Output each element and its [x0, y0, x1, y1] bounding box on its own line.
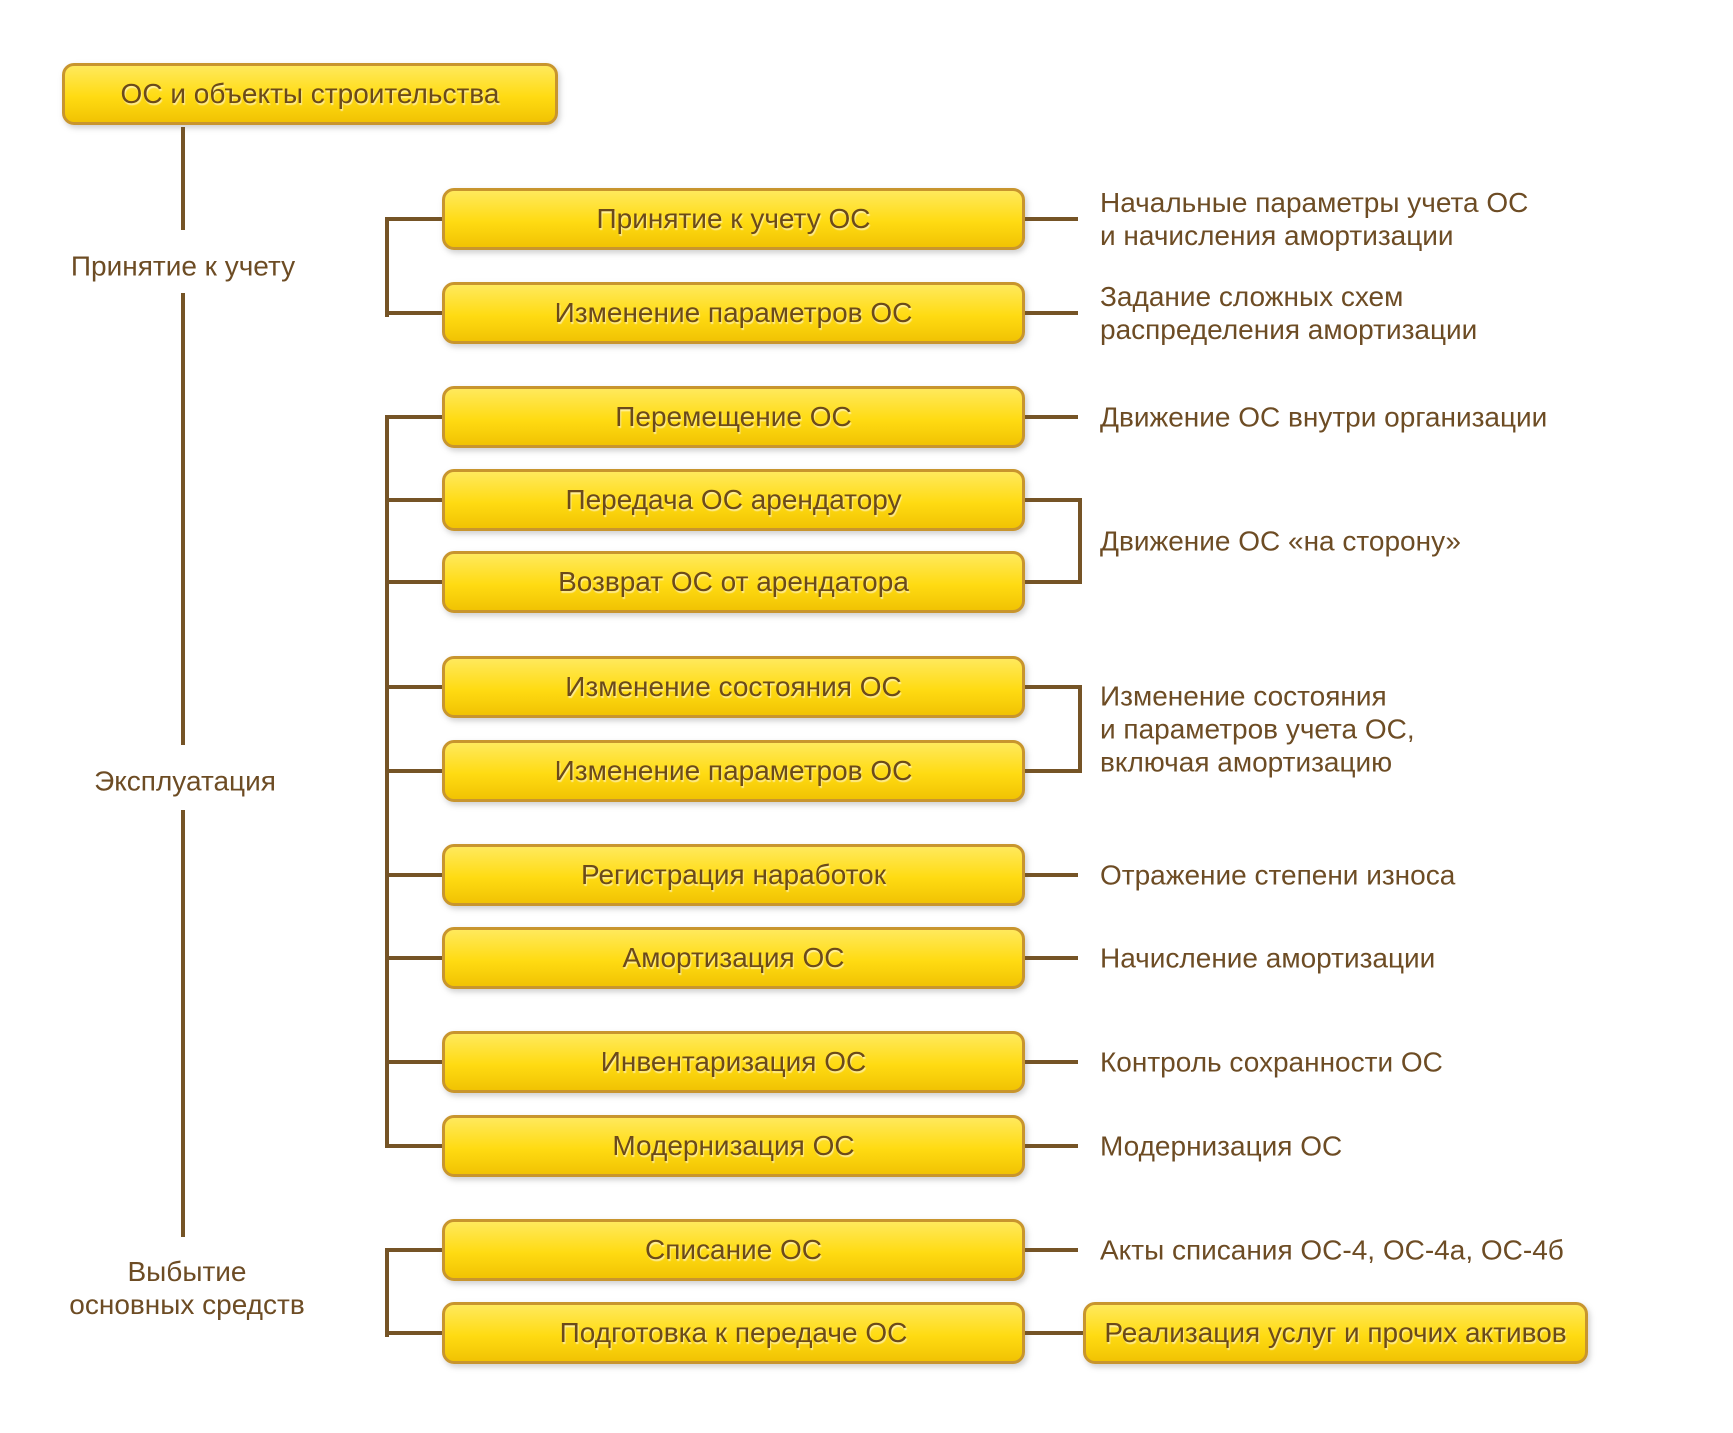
root-node-os-and-construction-objects [62, 63, 558, 125]
node-os-state-change: Изменение состояния ОС [442, 656, 1025, 718]
node-os-transfer-prep: Подготовка к передаче ОС [442, 1302, 1025, 1364]
node-os-transfer-to-lessee: Передача ОС арендатору [442, 469, 1025, 531]
stage-label-disposal: Выбытие основных средств [69, 1256, 305, 1320]
node-os-return-from-lessee: Возврат ОС от арендатора [442, 551, 1025, 613]
connector-stub [385, 580, 442, 584]
connector-stub [385, 1248, 442, 1252]
trunk-line-segment [181, 127, 185, 230]
connector-stub [1025, 415, 1078, 419]
node-os-params-change-2: Изменение параметров ОС [442, 740, 1025, 802]
annotation-wear-degree: Отражение степени износа [1100, 859, 1456, 891]
connector-stub [385, 1060, 442, 1064]
connector-stub [1025, 1060, 1078, 1064]
connector-stub [1025, 873, 1078, 877]
annotation-complex-schemes: Задание сложных схем распределения амортизации [1100, 281, 1478, 345]
connector-stub [1025, 580, 1078, 584]
annotation-external-movement: Движение ОС «на сторону» [1100, 525, 1461, 557]
stage-label-acceptance: Принятие к учету [70, 250, 296, 282]
group-bracket-external-movement [1078, 498, 1082, 584]
group-bracket-operation [385, 415, 389, 1148]
connector-stub [385, 1144, 442, 1148]
annotation-state-and-params: Изменение состояния и параметров учета ОС, включая амортизацию [1100, 680, 1415, 778]
connector-stub [1025, 1331, 1083, 1335]
trunk-line-segment [181, 810, 185, 1237]
node-os-move: Перемещение ОС [442, 386, 1025, 448]
stage-label-operation: Эксплуатация [94, 765, 276, 797]
connector-stub [1025, 498, 1078, 502]
node-os-params-change-1: Изменение параметров ОС [442, 282, 1025, 344]
connector-stub [385, 415, 442, 419]
connector-stub [385, 769, 442, 773]
annotation-initial-params: Начальные параметры учета ОС и начисления амортизации [1100, 187, 1529, 251]
annotation-internal-movement: Движение ОС внутри организации [1100, 401, 1548, 433]
connector-stub [385, 956, 442, 960]
node-os-inventory: Инвентаризация ОС [442, 1031, 1025, 1093]
connector-stub [1025, 311, 1078, 315]
annotation-writeoff-acts: Акты списания ОС-4, ОС-4а, ОС-4б [1100, 1234, 1564, 1266]
connector-stub [385, 217, 442, 221]
connector-stub [385, 685, 442, 689]
trunk-line-segment [181, 293, 185, 745]
connector-stub [385, 311, 442, 315]
group-bracket-acceptance [385, 217, 389, 317]
annotation-depreciation-calc: Начисление амортизации [1100, 942, 1436, 974]
connector-stub [385, 873, 442, 877]
node-os-operating-time: Регистрация наработок [442, 844, 1025, 906]
annotation-safety-control: Контроль сохранности ОС [1100, 1046, 1443, 1078]
node-os-modernization: Модернизация ОС [442, 1115, 1025, 1177]
node-os-depreciation: Амортизация ОС [442, 927, 1025, 989]
connector-stub [385, 498, 442, 502]
root-node-label: ОС и объекты строительства [120, 78, 500, 109]
annotation-modernization: Модернизация ОС [1100, 1130, 1343, 1162]
connector-stub [385, 1331, 442, 1335]
group-bracket-state-change [1078, 685, 1082, 773]
group-bracket-disposal [385, 1248, 389, 1337]
connector-stub [1025, 1248, 1078, 1252]
connector-stub [1025, 956, 1078, 960]
connector-stub [1025, 1144, 1078, 1148]
connector-stub [1025, 217, 1078, 221]
node-os-acceptance: Принятие к учету ОС [442, 188, 1025, 250]
node-os-writeoff: Списание ОС [442, 1219, 1025, 1281]
node-sales-of-services: Реализация услуг и прочих активов [1083, 1302, 1588, 1364]
connector-stub [1025, 769, 1078, 773]
connector-stub [1025, 685, 1078, 689]
